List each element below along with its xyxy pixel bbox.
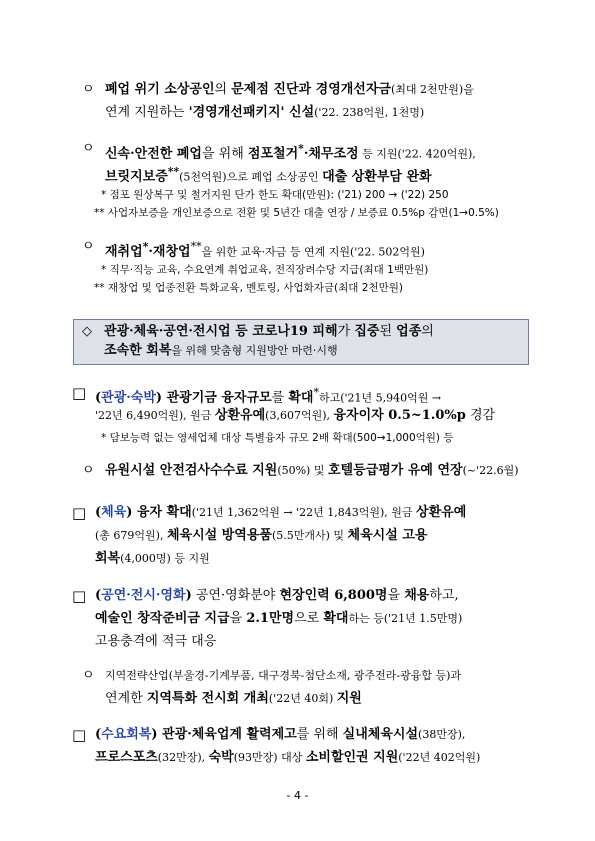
page-number: - 4 - — [286, 789, 309, 802]
c1-sub-line: 유원시설 안전검사수수료 지원(50%) 및 호텔등급평가 유예 연장(~'22.6월) — [105, 463, 519, 478]
c4-line1: (수요회복) 관광·체육업계 활력제고를 위해 실내체육시설(38만장), — [95, 727, 466, 742]
s2-line2: 브릿지보증**(5천억원)으로 폐업 소상공인 대출 상환부담 완화 — [105, 165, 432, 185]
category-tag: 체육 — [101, 505, 127, 520]
checkbox-icon: □ — [72, 384, 87, 402]
footnote: ** 사업자보증을 개인보증으로 전환 및 5년간 대출 연장 / 보증료 0.5%p 감면(1→0.5%) — [94, 207, 499, 219]
c1-line2: '22년 6,490억원), 원금 상환유예(3,607억원), 융자이자 0.5~1.0%p 경감 — [95, 408, 496, 423]
checkbox-icon: □ — [72, 504, 87, 522]
category-tag: 관광·숙박 — [101, 390, 156, 406]
s1-line2: 연계 지원하는 '경영개선패키지' 신설('22. 238억원, 1천명) — [105, 105, 425, 120]
bullet-marker: ㅇ — [82, 239, 95, 254]
c2-line1: (체육) 융자 확대('21년 1,362억원 → '22년 1,843억원), 원금 상환유예 — [95, 505, 467, 520]
c3-line1: (공연·전시·영화) 공연·영화분야 현장인력 6,800명을 채용하고, — [95, 588, 459, 603]
bullet-marker: ㅇ — [82, 463, 95, 478]
box-line2: 조속한 회복을 위해 맞춤형 지원방안 마련·시행 — [104, 343, 338, 358]
checkbox-icon: □ — [72, 726, 87, 744]
s1-highlight: 폐업 위기 소상공인 — [105, 82, 215, 97]
footnote: * 담보능력 없는 영세업체 대상 특별융자 규모 2배 확대(500→1,000억원) 등 — [101, 432, 454, 444]
c3-sub-line1: 지역전략산업(부울경-기계부품, 대구경북-첨단소재, 광주전라-광융합 등)과 — [105, 669, 461, 682]
footnote: ** 재창업 및 업종전환 특화교육, 멘토링, 사업화자금(최대 2천만원) — [94, 282, 403, 294]
diamond-icon: ◇ — [82, 324, 92, 339]
c3-sub-line2: 연계한 지역특화 전시회 개최('22년 40회) 지원 — [105, 691, 362, 706]
category-tag: 수요회복 — [101, 727, 152, 742]
category-tag: 공연·전시·영화 — [101, 588, 186, 603]
footnote: * 점포 원상복구 및 철거지원 단가 한도 확대(만원): ('21) 200 → ('22) 250 — [101, 189, 449, 201]
bullet-marker: ㅇ — [82, 141, 95, 156]
s3-line1: 재취업*·재창업**을 위한 교육·자금 등 연계 지원('22. 502억원) — [105, 240, 425, 260]
c4-line2: 프로스포츠(32만장), 숙박(93만장) 대상 소비할인권 지원('22년 402억원) — [95, 750, 481, 765]
checkbox-icon: □ — [72, 587, 87, 605]
c2-line3: 회복(4,000명) 등 지원 — [95, 551, 210, 566]
box-line1: 관광·체육·공연·전시업 등 코로나19 피해가 집중된 업종의 — [104, 324, 434, 339]
s1-line1: 폐업 위기 소상공인의 문제점 진단과 경영개선자금(최대 2천만원)을 — [105, 82, 474, 97]
c3-line3: 고용충격에 적극 대응 — [95, 634, 217, 649]
c1-line1: (관광·숙박) 관광기금 융자규모를 확대*하고('21년 5,940억원 → — [95, 386, 442, 406]
s2-line1: 신속·안전한 폐업을 위해 점포철거*·채무조정 등 지원('22. 420억원), — [105, 142, 476, 162]
c2-line2: (총 679억원), 체육시설 방역용품(5.5만개사) 및 체육시설 고용 — [95, 528, 428, 543]
c3-line2: 예술인 창작준비금 지급을 2.1만명으로 확대하는 등('21년 1.5만명) — [95, 611, 463, 626]
bullet-marker: ㅇ — [82, 82, 95, 97]
footnote: * 직무·직능 교육, 수요연계 취업교육, 전직장려수당 지급(최대 1백만원) — [101, 264, 429, 276]
bullet-marker: ㅇ — [82, 668, 95, 683]
